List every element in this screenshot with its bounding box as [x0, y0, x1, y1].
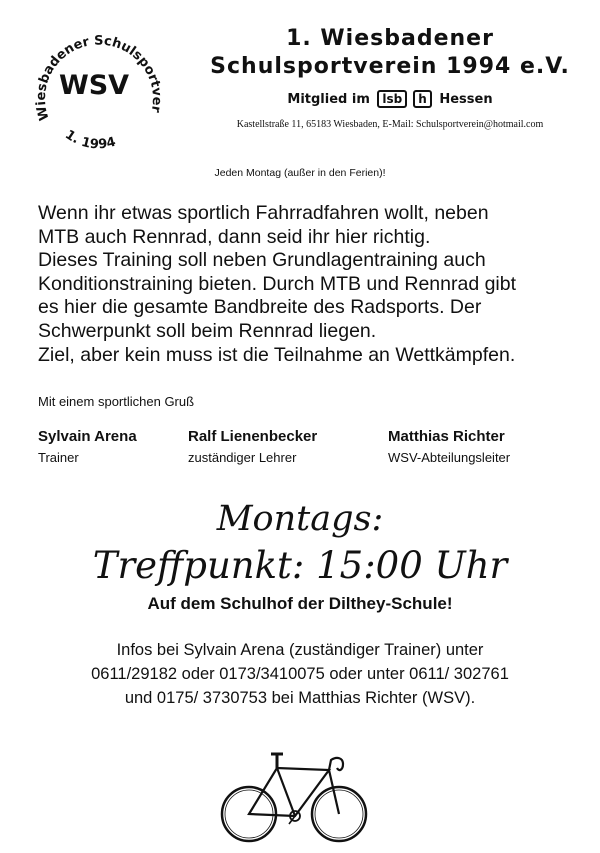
- contact-info: [0, 638, 600, 710]
- bicycle-drawing: [219, 746, 369, 846]
- description-line: Ziel, aber kein muss ist die Teilnahme an Wettkämpfen.: [38, 343, 516, 366]
- club-address: Kastellstraße 11, 65183 Wiesbaden, E-Mail: Schulsportverein@hotmail.com: [236, 119, 544, 130]
- signature-name: Matthias Richter: [388, 428, 505, 445]
- signature-role: Trainer: [38, 450, 79, 465]
- contact-info-line: 0611/29182 oder 0173/3410075 oder unter 0611/ 302761: [91, 665, 509, 683]
- meeting-time: Treffpunkt: 15:00 Uhr: [92, 544, 508, 587]
- description-line: Dieses Training soll neben Grundlagentraining auch: [38, 249, 486, 272]
- contact-info-line: Infos bei Sylvain Arena (zuständiger Trainer) unter: [116, 641, 484, 659]
- membership-line: [180, 90, 600, 108]
- signature-name: Sylvain Arena: [38, 428, 137, 445]
- hessen-logo: h: [413, 90, 432, 108]
- club-name-line2: Schulsportverein 1994 e.V.: [210, 54, 570, 79]
- lsb-logo: lsb: [377, 90, 407, 108]
- signature-role: zuständiger Lehrer: [188, 450, 297, 465]
- schedule-note: Jeden Montag (außer in den Ferien)!: [214, 167, 386, 179]
- club-name-line1: 1. Wiesbadener: [286, 26, 494, 51]
- signature-name: Ralf Lienenbecker: [188, 428, 318, 445]
- signature-department-head: [388, 428, 510, 465]
- description-line: Wenn ihr etwas sportlich Fahrradfahren wollt, neben: [38, 202, 489, 224]
- contact-info-line: und 0175/ 3730753 bei Matthias Richter (WSV).: [124, 689, 476, 707]
- description-line: Konditionstraining bieten. Durch MTB und Rennrad gibt: [38, 272, 517, 295]
- meeting-day: Montags:: [216, 499, 384, 539]
- greeting: Mit einem sportlichen Gruß: [38, 394, 195, 409]
- logo-center-text: WSV: [58, 70, 130, 101]
- description-text: [38, 202, 598, 367]
- membership-suffix: Hessen: [439, 92, 493, 107]
- description-line: MTB auch Rennrad, dann seid ihr hier richtig.: [38, 225, 431, 248]
- logo-ring-bottom: 1. 1994: [62, 127, 118, 153]
- bicycle-icon: [219, 746, 369, 846]
- signature-trainer: [38, 428, 137, 465]
- signature-role: WSV-Abteilungsleiter: [388, 450, 511, 465]
- description-line: es hier die gesamte Bandbreite des Radsports. Der: [38, 296, 482, 319]
- signature-teacher: [188, 428, 317, 465]
- meeting-place: Auf dem Schulhof der Dilthey-Schule!: [147, 594, 453, 613]
- logo-ring-top: Wiesbadener Schulsportver: [33, 33, 165, 123]
- club-logo-seal: [22, 14, 172, 164]
- description-line: Schwerpunkt soll beim Rennrad liegen.: [38, 319, 377, 342]
- club-logo: [22, 14, 172, 164]
- membership-prefix: Mitglied im: [287, 92, 370, 107]
